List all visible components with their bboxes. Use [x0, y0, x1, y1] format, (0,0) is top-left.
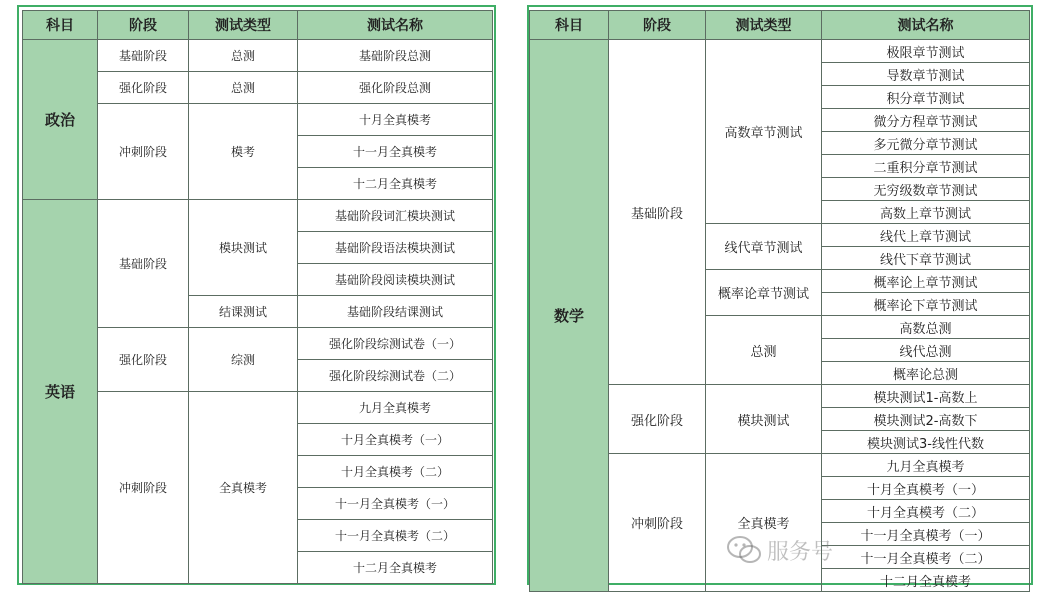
- test-name-cell: 十月全真模考（一）: [822, 477, 1030, 500]
- test-type-cell: 模块测试: [706, 385, 822, 454]
- test-name-cell: 十一月全真模考（一）: [822, 523, 1030, 546]
- test-type-cell: 总测: [189, 72, 298, 104]
- test-type-cell: 全真模考: [189, 392, 298, 584]
- test-name-cell: 模块测试3-线性代数: [822, 431, 1030, 454]
- stage-cell: 冲刺阶段: [98, 392, 189, 584]
- test-name-cell: 十月全真模考（二）: [298, 456, 493, 488]
- subject-math: 数学: [530, 40, 609, 592]
- math-schedule-panel: [527, 5, 1033, 590]
- stage-cell: 基础阶段: [98, 200, 189, 328]
- test-name-cell: 积分章节测试: [822, 86, 1030, 109]
- test-name-cell: 二重积分章节测试: [822, 155, 1030, 178]
- test-name-cell: 微分方程章节测试: [822, 109, 1030, 132]
- header-stage: 阶段: [609, 11, 706, 40]
- test-name-cell: 十一月全真模考（一）: [298, 488, 493, 520]
- table-header-row: [530, 11, 1030, 40]
- table-header-row: [23, 11, 493, 40]
- test-type-cell: 线代章节测试: [706, 224, 822, 270]
- test-name-cell: 九月全真模考: [822, 454, 1030, 477]
- test-type-cell: 综测: [189, 328, 298, 392]
- table-row: [530, 40, 1030, 63]
- test-name-cell: 模块测试2-高数下: [822, 408, 1030, 431]
- test-type-cell: 全真模考: [706, 454, 822, 592]
- stage-cell: 冲刺阶段: [609, 454, 706, 592]
- test-name-cell: 强化阶段综测试卷（二）: [298, 360, 493, 392]
- test-name-cell: 基础阶段阅读模块测试: [298, 264, 493, 296]
- test-name-cell: 十二月全真模考: [298, 168, 493, 200]
- test-name-cell: 基础阶段词汇模块测试: [298, 200, 493, 232]
- header-test-name: 测试名称: [298, 11, 493, 40]
- stage-cell: 强化阶段: [98, 72, 189, 104]
- stage-cell: 冲刺阶段: [98, 104, 189, 200]
- test-name-cell: 基础阶段总测: [298, 40, 493, 72]
- test-name-cell: 无穷级数章节测试: [822, 178, 1030, 201]
- test-name-cell: 十二月全真模考: [298, 552, 493, 584]
- test-name-cell: 线代总测: [822, 339, 1030, 362]
- test-name-cell: 概率论下章节测试: [822, 293, 1030, 316]
- header-test-name: 测试名称: [822, 11, 1030, 40]
- test-type-cell: 结课测试: [189, 296, 298, 328]
- test-name-cell: 十月全真模考（二）: [822, 500, 1030, 523]
- test-name-cell: 强化阶段综测试卷（一）: [298, 328, 493, 360]
- test-name-cell: 线代下章节测试: [822, 247, 1030, 270]
- stage-cell: 强化阶段: [609, 385, 706, 454]
- test-type-cell: 模考: [189, 104, 298, 200]
- math-table: [529, 10, 1030, 592]
- test-type-cell: 高数章节测试: [706, 40, 822, 224]
- stage-cell: 强化阶段: [98, 328, 189, 392]
- header-subject: 科目: [23, 11, 98, 40]
- test-name-cell: 九月全真模考: [298, 392, 493, 424]
- test-type-cell: 总测: [189, 40, 298, 72]
- test-name-cell: 模块测试1-高数上: [822, 385, 1030, 408]
- header-subject: 科目: [530, 11, 609, 40]
- test-name-cell: 多元微分章节测试: [822, 132, 1030, 155]
- stage-cell: 基础阶段: [609, 40, 706, 385]
- test-name-cell: 概率论上章节测试: [822, 270, 1030, 293]
- test-name-cell: 极限章节测试: [822, 40, 1030, 63]
- test-name-cell: 导数章节测试: [822, 63, 1030, 86]
- test-name-cell: 线代上章节测试: [822, 224, 1030, 247]
- test-name-cell: 十月全真模考: [298, 104, 493, 136]
- test-name-cell: 十月全真模考（一）: [298, 424, 493, 456]
- header-test-type: 测试类型: [189, 11, 298, 40]
- test-name-cell: 十一月全真模考: [298, 136, 493, 168]
- politics-english-schedule-panel: [17, 5, 496, 585]
- subject-english: 英语: [23, 200, 98, 584]
- subject-politics: 政治: [23, 40, 98, 200]
- stage-cell: 基础阶段: [98, 40, 189, 72]
- test-name-cell: 强化阶段总测: [298, 72, 493, 104]
- test-type-cell: 总测: [706, 316, 822, 385]
- table-row: [23, 40, 493, 72]
- test-type-cell: 模块测试: [189, 200, 298, 296]
- test-name-cell: 十一月全真模考（二）: [822, 546, 1030, 569]
- test-name-cell: 十一月全真模考（二）: [298, 520, 493, 552]
- test-name-cell: 基础阶段语法模块测试: [298, 232, 493, 264]
- test-name-cell: 高数上章节测试: [822, 201, 1030, 224]
- test-name-cell: 十二月全真模考: [822, 569, 1030, 592]
- test-name-cell: 基础阶段结课测试: [298, 296, 493, 328]
- test-name-cell: 高数总测: [822, 316, 1030, 339]
- test-type-cell: 概率论章节测试: [706, 270, 822, 316]
- table-row: [23, 200, 493, 232]
- test-name-cell: 概率论总测: [822, 362, 1030, 385]
- politics-english-table: [22, 10, 493, 584]
- header-stage: 阶段: [98, 11, 189, 40]
- watermark-text: 服务号: [767, 539, 834, 565]
- header-test-type: 测试类型: [706, 11, 822, 40]
